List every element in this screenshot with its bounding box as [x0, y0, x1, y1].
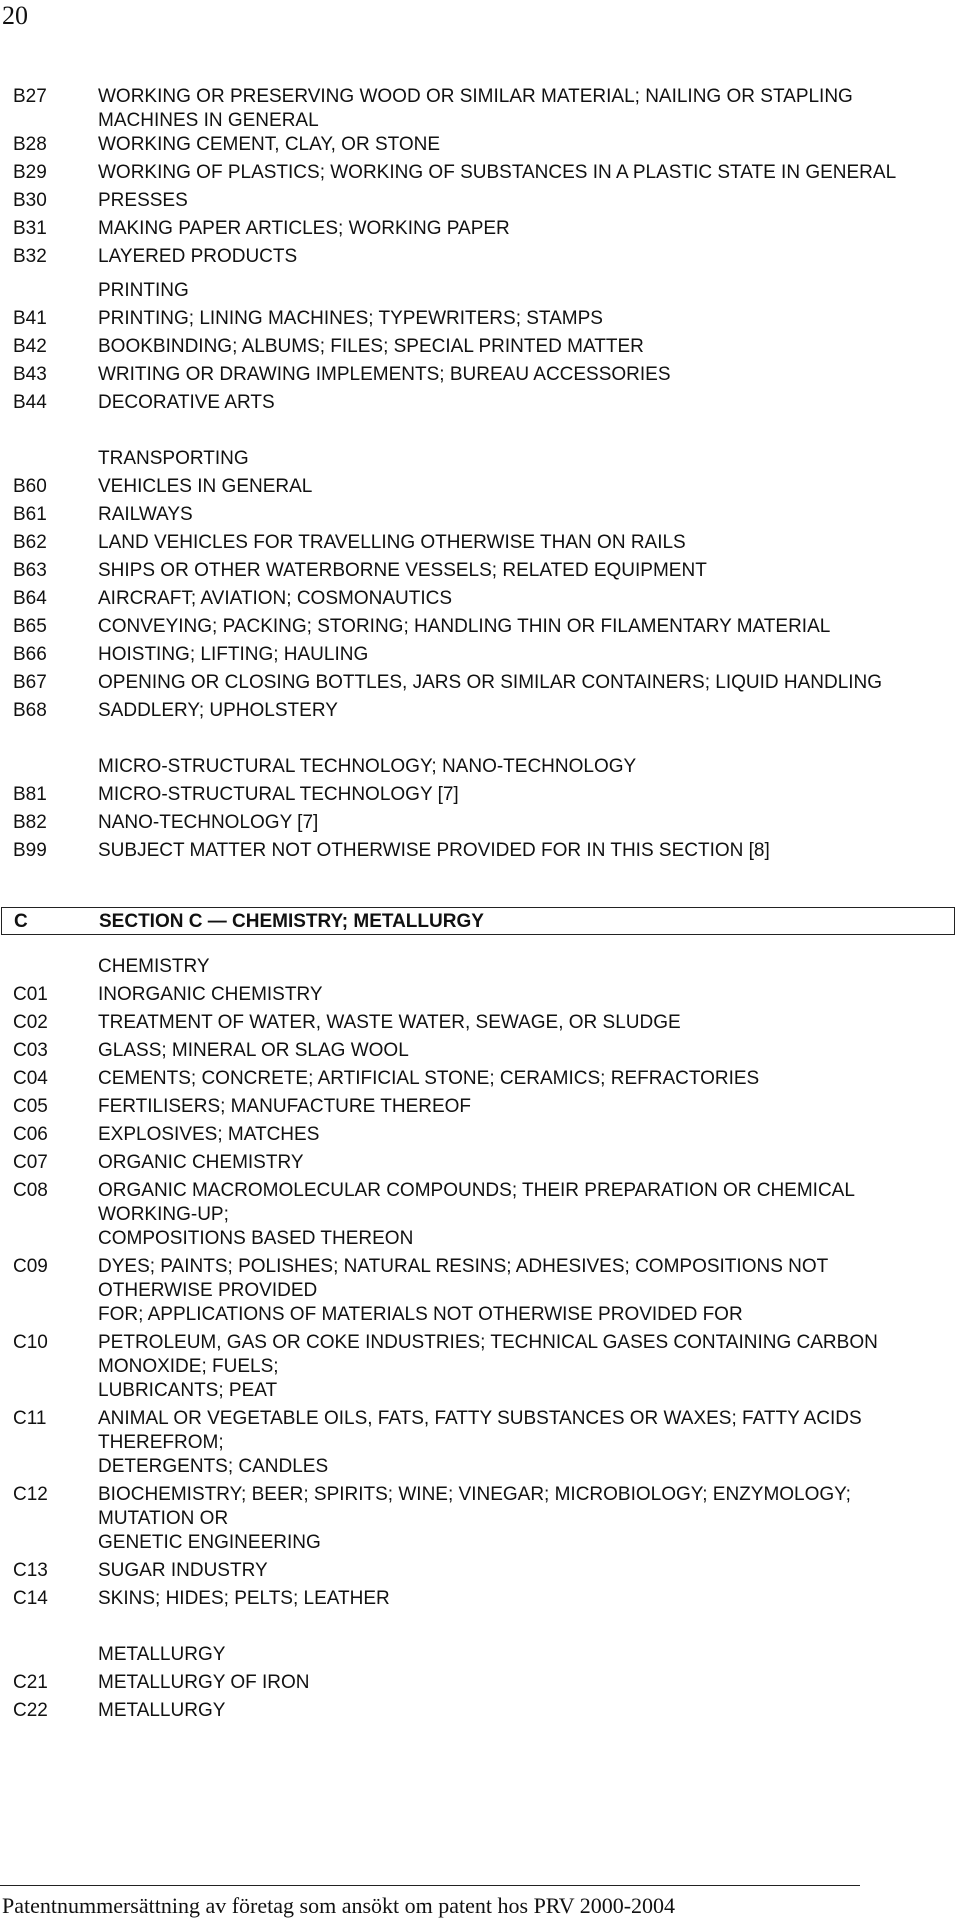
list-item: [0, 783, 960, 811]
class-title: VEHICLES IN GENERAL: [98, 476, 313, 497]
list-item: [0, 1331, 960, 1379]
class-title: DETERGENTS; CANDLES: [98, 1456, 329, 1477]
group-heading-text: CHEMISTRY: [98, 956, 210, 977]
section-code: C: [14, 911, 28, 932]
list-item: [0, 1407, 960, 1455]
class-code: C14: [13, 1588, 48, 1609]
class-code: C02: [13, 1012, 48, 1033]
class-code: B62: [13, 532, 47, 553]
class-title: SUGAR INDUSTRY: [98, 1560, 268, 1581]
list-item: [0, 587, 960, 615]
class-code: C22: [13, 1700, 48, 1721]
class-title: NANO-TECHNOLOGY [7]: [98, 812, 319, 833]
class-title: EXPLOSIVES; MATCHES: [98, 1124, 320, 1145]
list-item: [0, 363, 960, 391]
class-title: SUBJECT MATTER NOT OTHERWISE PROVIDED FOR IN THIS SECTION [8]: [98, 840, 770, 861]
class-code: C04: [13, 1068, 48, 1089]
list-item: [0, 1559, 960, 1587]
class-code: C01: [13, 984, 48, 1005]
class-code: B61: [13, 504, 47, 525]
class-title: CEMENTS; CONCRETE; ARTIFICIAL STONE; CERAMICS; REFRACTORIES: [98, 1068, 760, 1089]
classification-list: [0, 85, 960, 1727]
spacer: [0, 419, 960, 447]
section-title: SECTION C — CHEMISTRY; METALLURGY: [99, 911, 484, 932]
group-heading-text: METALLURGY: [98, 1644, 226, 1665]
class-code: B32: [13, 246, 47, 267]
list-item: [0, 1699, 960, 1727]
group-heading: [0, 279, 960, 307]
class-title: DECORATIVE ARTS: [98, 392, 275, 413]
class-title: AIRCRAFT; AVIATION; COSMONAUTICS: [98, 588, 452, 609]
class-code: B27: [13, 86, 47, 107]
class-title: GLASS; MINERAL OR SLAG WOOL: [98, 1040, 409, 1061]
class-code: C13: [13, 1560, 48, 1581]
list-item-continuation: [0, 1227, 960, 1255]
class-code: B30: [13, 190, 47, 211]
class-title: LAYERED PRODUCTS: [98, 246, 298, 267]
class-code: C09: [13, 1256, 48, 1277]
group-heading-text: MICRO-STRUCTURAL TECHNOLOGY; NANO-TECHNOLOGY: [98, 756, 637, 777]
list-item: [0, 245, 960, 273]
list-item: [0, 1671, 960, 1699]
page-number: 20: [2, 1, 28, 30]
section-header: [1, 907, 955, 935]
class-code: C07: [13, 1152, 48, 1173]
class-title: PRESSES: [98, 190, 188, 211]
list-item-continuation: [0, 1379, 960, 1407]
class-title: BIOCHEMISTRY; BEER; SPIRITS; WINE; VINEGAR; MICROBIOLOGY; ENZYMOLOGY; MUTATION OR: [98, 1484, 851, 1529]
class-code: B65: [13, 616, 47, 637]
list-item: [0, 671, 960, 699]
class-code: B42: [13, 336, 47, 357]
class-code: C08: [13, 1180, 48, 1201]
class-title: HOISTING; LIFTING; HAULING: [98, 644, 369, 665]
class-title: ORGANIC MACROMOLECULAR COMPOUNDS; THEIR PREPARATION OR CHEMICAL WORKING-UP;: [98, 1180, 855, 1225]
spacer: [0, 867, 960, 907]
class-title: FERTILISERS; MANUFACTURE THEREOF: [98, 1096, 472, 1117]
list-item: [0, 391, 960, 419]
list-item: [0, 559, 960, 587]
list-item: [0, 531, 960, 559]
list-item: [0, 1255, 960, 1303]
list-item: [0, 1095, 960, 1123]
class-title: BOOKBINDING; ALBUMS; FILES; SPECIAL PRINTED MATTER: [98, 336, 644, 357]
class-title: ORGANIC CHEMISTRY: [98, 1152, 304, 1173]
class-title: WORKING OF PLASTICS; WORKING OF SUBSTANCES IN A PLASTIC STATE IN GENERAL: [98, 162, 897, 183]
list-item: [0, 307, 960, 335]
list-item: [0, 1151, 960, 1179]
list-item: [0, 161, 960, 189]
class-title: SHIPS OR OTHER WATERBORNE VESSELS; RELATED EQUIPMENT: [98, 560, 707, 581]
class-code: B82: [13, 812, 47, 833]
group-heading: [0, 1643, 960, 1671]
class-code: B41: [13, 308, 47, 329]
class-code: B99: [13, 840, 47, 861]
group-heading-text: PRINTING: [98, 280, 189, 301]
class-title: INORGANIC CHEMISTRY: [98, 984, 323, 1005]
list-item: [0, 643, 960, 671]
list-item: [0, 189, 960, 217]
class-title: METALLURGY OF IRON: [98, 1672, 310, 1693]
footer-divider: [0, 1885, 860, 1886]
class-title: FOR; APPLICATIONS OF MATERIALS NOT OTHERWISE PROVIDED FOR: [98, 1304, 743, 1325]
group-heading: [0, 447, 960, 475]
class-title: MICRO-STRUCTURAL TECHNOLOGY [7]: [98, 784, 459, 805]
group-heading: [0, 755, 960, 783]
list-item: [0, 1011, 960, 1039]
page-footer: Patentnummersättning av företag som ansökt om patent hos PRV 2000-2004: [2, 1893, 676, 1918]
class-title: LUBRICANTS; PEAT: [98, 1380, 278, 1401]
class-code: B67: [13, 672, 47, 693]
class-title: COMPOSITIONS BASED THEREON: [98, 1228, 414, 1249]
group-heading-text: TRANSPORTING: [98, 448, 249, 469]
class-code: B43: [13, 364, 47, 385]
list-item: [0, 839, 960, 867]
class-title: SADDLERY; UPHOLSTERY: [98, 700, 338, 721]
class-title: WORKING OR PRESERVING WOOD OR SIMILAR MATERIAL; NAILING OR STAPLING MACHINES IN GENERAL: [98, 86, 853, 131]
list-item: [0, 85, 960, 133]
spacer: [0, 1615, 960, 1643]
class-code: B63: [13, 560, 47, 581]
class-code: B28: [13, 134, 47, 155]
list-item: [0, 503, 960, 531]
class-code: C05: [13, 1096, 48, 1117]
class-title: DYES; PAINTS; POLISHES; NATURAL RESINS; ADHESIVES; COMPOSITIONS NOT OTHERWISE PROVIDED: [98, 1256, 828, 1301]
class-code: C21: [13, 1672, 48, 1693]
class-code: B66: [13, 644, 47, 665]
class-code: C11: [13, 1408, 47, 1429]
list-item: [0, 699, 960, 727]
list-item: [0, 475, 960, 503]
list-item: [0, 811, 960, 839]
spacer: [0, 727, 960, 755]
class-code: C03: [13, 1040, 48, 1061]
group-heading: [0, 955, 960, 983]
list-item: [0, 615, 960, 643]
class-title: SKINS; HIDES; PELTS; LEATHER: [98, 1588, 390, 1609]
class-code: B31: [13, 218, 47, 239]
class-title: METALLURGY: [98, 1700, 226, 1721]
class-title: WORKING CEMENT, CLAY, OR STONE: [98, 134, 441, 155]
list-item: [0, 335, 960, 363]
class-code: B60: [13, 476, 47, 497]
class-title: OPENING OR CLOSING BOTTLES, JARS OR SIMILAR CONTAINERS; LIQUID HANDLING: [98, 672, 883, 693]
list-item: [0, 1039, 960, 1067]
list-item: [0, 217, 960, 245]
class-title: WRITING OR DRAWING IMPLEMENTS; BUREAU ACCESSORIES: [98, 364, 671, 385]
class-code: C06: [13, 1124, 48, 1145]
list-item: [0, 1067, 960, 1095]
spacer: [0, 935, 960, 955]
class-title: RAILWAYS: [98, 504, 193, 525]
list-item-continuation: [0, 1303, 960, 1331]
class-code: C10: [13, 1332, 48, 1353]
class-code: B68: [13, 700, 47, 721]
list-item: [0, 1483, 960, 1531]
class-code: B81: [13, 784, 47, 805]
list-item-continuation: [0, 1531, 960, 1559]
list-item: [0, 1179, 960, 1227]
class-title: ANIMAL OR VEGETABLE OILS, FATS, FATTY SUBSTANCES OR WAXES; FATTY ACIDS THEREFROM;: [98, 1408, 862, 1453]
list-item-continuation: [0, 1455, 960, 1483]
class-code: C12: [13, 1484, 48, 1505]
class-code: B29: [13, 162, 47, 183]
list-item: [0, 983, 960, 1011]
class-title: PETROLEUM, GAS OR COKE INDUSTRIES; TECHNICAL GASES CONTAINING CARBON MONOXIDE; FUELS;: [98, 1332, 878, 1377]
class-title: MAKING PAPER ARTICLES; WORKING PAPER: [98, 218, 510, 239]
list-item: [0, 133, 960, 161]
list-item: [0, 1123, 960, 1151]
class-title: CONVEYING; PACKING; STORING; HANDLING THIN OR FILAMENTARY MATERIAL: [98, 616, 831, 637]
class-title: GENETIC ENGINEERING: [98, 1532, 321, 1553]
class-code: B64: [13, 588, 47, 609]
class-code: B44: [13, 392, 47, 413]
class-title: TREATMENT OF WATER, WASTE WATER, SEWAGE, OR SLUDGE: [98, 1012, 681, 1033]
class-title: PRINTING; LINING MACHINES; TYPEWRITERS; STAMPS: [98, 308, 603, 329]
list-item: [0, 1587, 960, 1615]
class-title: LAND VEHICLES FOR TRAVELLING OTHERWISE THAN ON RAILS: [98, 532, 686, 553]
